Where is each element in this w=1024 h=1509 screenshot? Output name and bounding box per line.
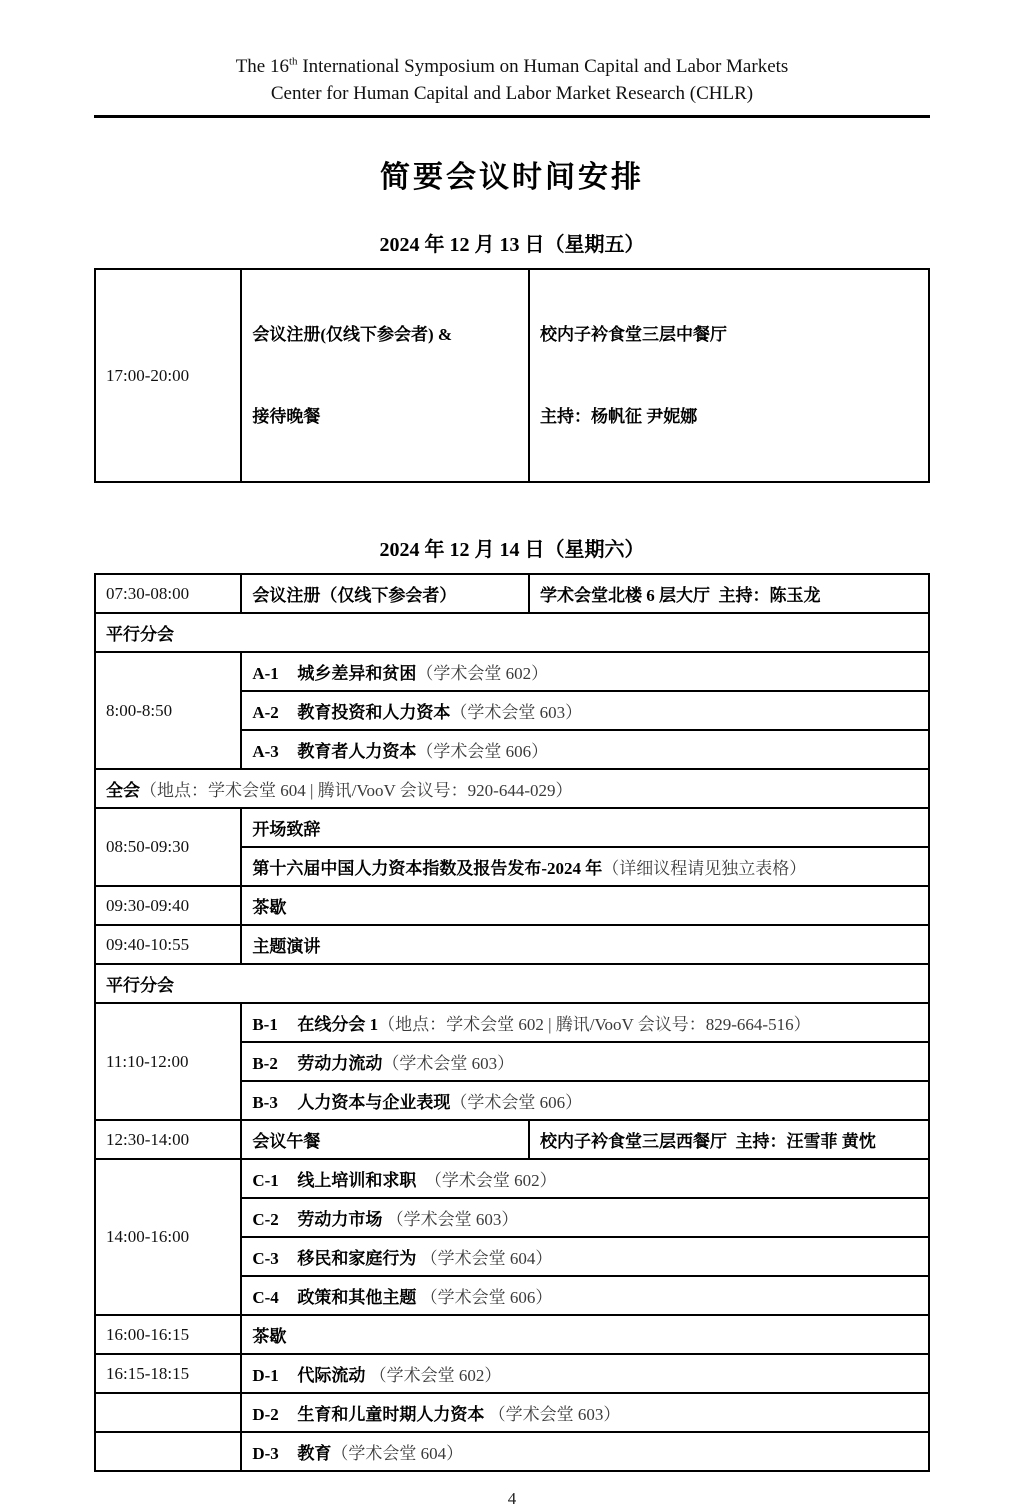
time-cell: 09:30-09:40 xyxy=(95,886,241,925)
session-d2-row xyxy=(95,1393,929,1432)
event-cell: 开场致辞 xyxy=(241,808,929,847)
time-cell: 16:00-16:15 xyxy=(95,1315,241,1354)
session-b1-row xyxy=(95,1003,929,1042)
time-cell: 11:10-12:00 xyxy=(95,1003,241,1120)
header-divider xyxy=(94,115,930,118)
plenary-location: （地点：学术会堂 604 | 腾讯/VooV 会议号：920-644-029） xyxy=(140,781,573,801)
session-cell xyxy=(241,691,929,730)
time-cell: 8:00-8:50 xyxy=(95,652,241,769)
event-cell: 会议注册（仅线下参会者） xyxy=(241,574,529,613)
session-cell xyxy=(241,1003,929,1042)
session-code: A-3 xyxy=(252,742,279,762)
session-cell xyxy=(241,1237,929,1276)
session-venue: （学术会堂 602） xyxy=(416,664,549,684)
time-cell: 09:40-10:55 xyxy=(95,925,241,964)
tea-break-row xyxy=(95,886,929,925)
session-code: B-1 xyxy=(252,1015,278,1035)
session-venue: （学术会堂 603） xyxy=(484,1405,621,1425)
event-line: 会议注册(仅线下参会者) & xyxy=(252,324,453,344)
time-cell: 14:00-16:00 xyxy=(95,1159,241,1315)
session-cell xyxy=(241,1198,929,1237)
session-title: 劳动力市场 xyxy=(297,1210,383,1230)
venue-cell xyxy=(529,269,929,482)
event-line: 接待晚餐 xyxy=(252,406,321,426)
section-row xyxy=(95,964,929,1003)
session-venue: （学术会堂 602） xyxy=(365,1366,502,1386)
page-title: 简要会议时间安排 xyxy=(380,160,644,194)
ordinal-suffix: th xyxy=(289,55,298,68)
session-code: C-1 xyxy=(252,1171,279,1191)
time-cell: 07:30-08:00 xyxy=(95,574,241,613)
session-venue: （学术会堂 606） xyxy=(416,742,549,762)
session-venue: （学术会堂 604） xyxy=(416,1249,553,1269)
center-name: Center for Human Capital and Labor Market Research (CHLR) xyxy=(270,82,754,104)
session-code: A-1 xyxy=(252,664,279,684)
session-venue: （学术会堂 606） xyxy=(416,1288,553,1308)
session-code: B-2 xyxy=(252,1054,278,1074)
event-cell xyxy=(241,269,529,482)
host-line: 主持：杨帆征 尹妮娜 xyxy=(540,406,698,426)
event-title: 第十六届中国人力资本指数及报告发布-2024 年 xyxy=(252,859,603,879)
session-venue: （学术会堂 603） xyxy=(450,703,583,723)
event-cell xyxy=(241,847,929,886)
symposium-title xyxy=(94,54,930,81)
session-cell xyxy=(241,652,929,691)
session-title: 城乡差异和贫困 xyxy=(297,664,417,684)
session-title: 劳动力流动 xyxy=(297,1054,383,1074)
plenary-header xyxy=(95,769,929,808)
session-d1-row xyxy=(95,1354,929,1393)
session-title: 在线分会 1 xyxy=(297,1015,379,1035)
event-cell: 茶歇 xyxy=(241,1315,929,1354)
session-title: 移民和家庭行为 xyxy=(297,1249,417,1269)
document-header xyxy=(94,54,930,108)
tea-break-row xyxy=(95,1315,929,1354)
section-row xyxy=(95,613,929,652)
session-venue: （学术会堂 603） xyxy=(382,1054,515,1074)
session-cell xyxy=(241,1081,929,1120)
time-cell: 08:50-09:30 xyxy=(95,808,241,886)
event-note: （详细议程请见独立表格） xyxy=(602,859,807,879)
session-code: B-3 xyxy=(252,1093,278,1113)
session-cell xyxy=(241,1159,929,1198)
registration-row xyxy=(95,574,929,613)
venue-cell: 校内子衿食堂三层西餐厅 主持：汪雪菲 黄忱 xyxy=(529,1120,929,1159)
session-title: 线上培训和求职 xyxy=(297,1171,417,1191)
venue-line: 校内子衿食堂三层中餐厅 xyxy=(540,324,728,344)
plenary-row xyxy=(95,769,929,808)
plenary-label: 全会 xyxy=(106,781,140,801)
session-code: A-2 xyxy=(252,703,279,723)
session-cell xyxy=(241,1393,929,1432)
session-cell xyxy=(241,1042,929,1081)
session-title: 政策和其他主题 xyxy=(297,1288,417,1308)
parallel-sessions-header: 平行分会 xyxy=(95,964,929,1003)
session-title: 教育 xyxy=(297,1444,332,1464)
session-title: 教育者人力资本 xyxy=(297,742,417,762)
session-d3-row xyxy=(95,1432,929,1471)
session-a1-row xyxy=(95,652,929,691)
day1-date-heading: 2024 年 12 月 13 日（星期五） xyxy=(379,233,645,256)
session-code: D-2 xyxy=(252,1405,279,1425)
session-title: 代际流动 xyxy=(297,1366,366,1386)
time-cell: 16:15-18:15 xyxy=(95,1354,241,1393)
day2-schedule-table xyxy=(94,573,930,1472)
opening-row xyxy=(95,808,929,847)
table-row xyxy=(95,269,929,482)
day1-schedule-table xyxy=(94,268,930,483)
session-title: 生育和儿童时期人力资本 xyxy=(297,1405,485,1425)
symposium-title-prefix: The 16 xyxy=(235,56,289,77)
session-code: D-1 xyxy=(252,1366,279,1386)
session-venue: （地点：学术会堂 602 | 腾讯/VooV 会议号：829-664-516） xyxy=(378,1015,811,1035)
session-title: 人力资本与企业表现 xyxy=(297,1093,451,1113)
time-cell xyxy=(95,1393,241,1432)
document-page xyxy=(94,0,930,1509)
session-venue: （学术会堂 604） xyxy=(331,1444,464,1464)
symposium-title-rest: International Symposium on Human Capital and Labor Markets xyxy=(297,56,789,77)
session-cell xyxy=(241,1432,929,1471)
session-code: C-2 xyxy=(252,1210,279,1230)
session-venue: （学术会堂 602） xyxy=(416,1171,557,1191)
day2-date-heading: 2024 年 12 月 14 日（星期六） xyxy=(379,539,645,562)
session-title: 教育投资和人力资本 xyxy=(297,703,451,723)
session-c1-row xyxy=(95,1159,929,1198)
time-cell: 17:00-20:00 xyxy=(95,269,241,482)
session-code: C-4 xyxy=(252,1288,279,1308)
session-code: D-3 xyxy=(252,1444,279,1464)
venue-cell: 学术会堂北楼 6 层大厅 主持：陈玉龙 xyxy=(529,574,929,613)
event-cell: 主题演讲 xyxy=(241,925,929,964)
session-venue: （学术会堂 603） xyxy=(382,1210,519,1230)
event-cell: 会议午餐 xyxy=(241,1120,529,1159)
session-cell xyxy=(241,1354,929,1393)
session-venue: （学术会堂 606） xyxy=(450,1093,583,1113)
parallel-sessions-header: 平行分会 xyxy=(95,613,929,652)
lunch-row xyxy=(95,1120,929,1159)
session-cell xyxy=(241,730,929,769)
session-code: C-3 xyxy=(252,1249,279,1269)
session-cell xyxy=(241,1276,929,1315)
event-cell: 茶歇 xyxy=(241,886,929,925)
time-cell: 12:30-14:00 xyxy=(95,1120,241,1159)
keynote-row xyxy=(95,925,929,964)
time-cell xyxy=(95,1432,241,1471)
page-number: 4 xyxy=(507,1489,517,1509)
